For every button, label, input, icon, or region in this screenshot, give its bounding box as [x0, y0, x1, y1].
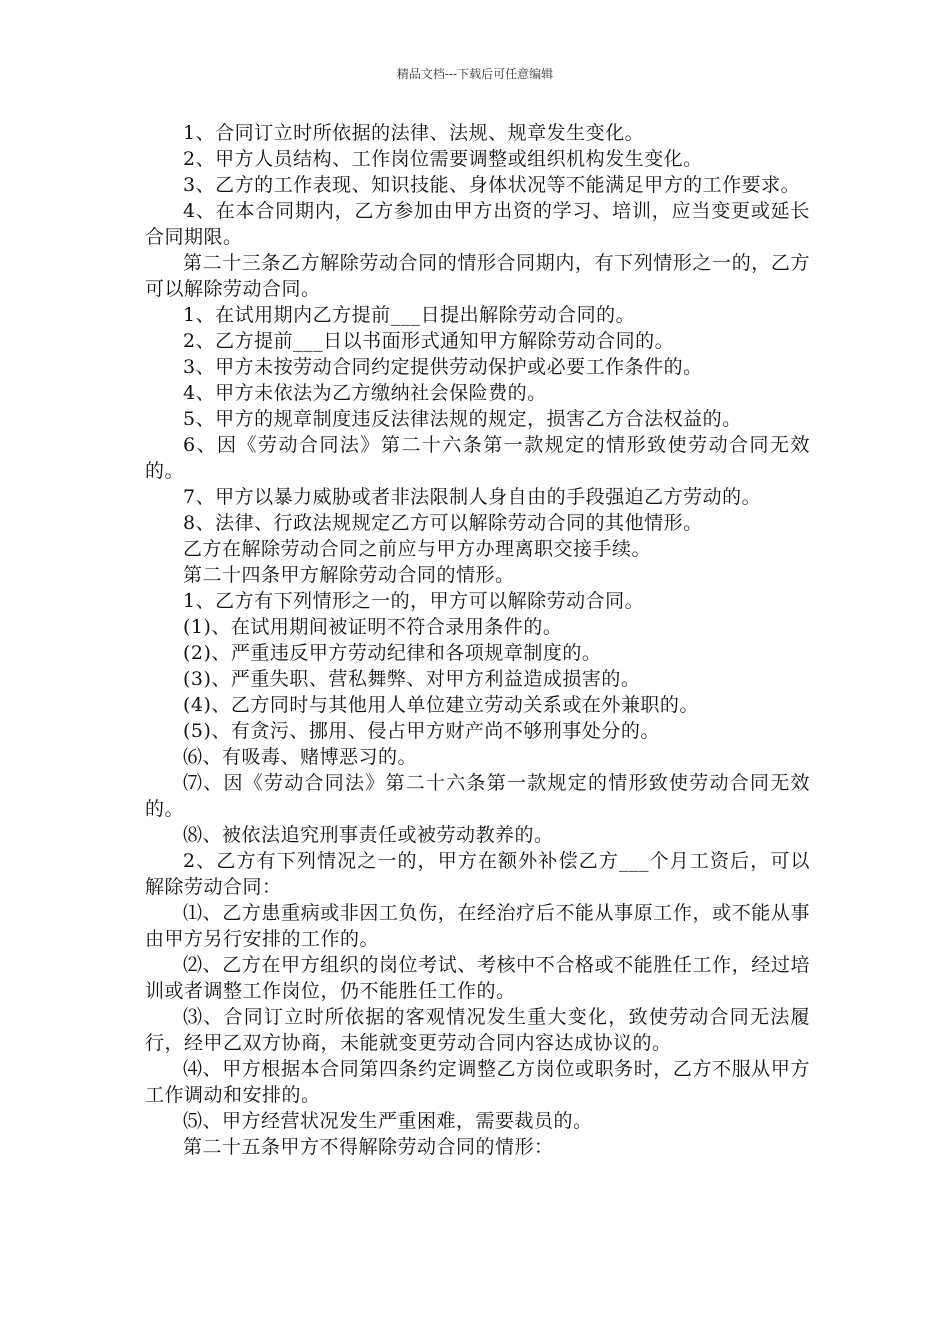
paragraph: 3、甲方未按劳动合同约定提供劳动保护或必要工作条件的。	[183, 356, 703, 378]
paragraph: ⑹、有吸毒、赌博恶习的。	[183, 746, 418, 768]
paragraph: 7、甲方以暴力威胁或者非法限制人身自由的手段强迫乙方劳动的。	[183, 486, 762, 508]
page-header: 精品文档---下载后可任意编辑	[396, 67, 554, 81]
paragraph: 4、甲方未依法为乙方缴纳社会保险费的。	[183, 382, 547, 404]
document-body	[145, 120, 810, 1160]
paragraph: ⑶、合同订立时所依据的客观情况发生重大变化，致使劳动合同无法履行，经甲乙双方协商，未能就变更劳动合同内容达成协议的。	[145, 1006, 810, 1054]
paragraph: ⑷、甲方根据本合同第四条约定调整乙方岗位或职务时，乙方不服从甲方工作调动和安排的。	[145, 1058, 810, 1106]
paragraph: (3)、严重失职、营私舞弊、对甲方利益造成损害的。	[183, 668, 641, 690]
paragraph: (4)、乙方同时与其他用人单位建立劳动关系或在外兼职的。	[183, 694, 699, 716]
paragraph: 第二十三条乙方解除劳动合同的情形合同期内，有下列情形之一的，乙方可以解除劳动合同。	[145, 252, 810, 300]
paragraph: 8、法律、行政法规规定乙方可以解除劳动合同的其他情形。	[183, 512, 703, 534]
paragraph: 第二十五条甲方不得解除劳动合同的情形：	[183, 1136, 554, 1158]
paragraph: ⑺、因《劳动合同法》第二十六条第一款规定的情形致使劳动合同无效的。	[145, 772, 810, 820]
paragraph: ⑻、被依法追究刑事责任或被劳动教养的。	[183, 824, 554, 846]
paragraph: ⑴、乙方患重病或非因工负伤，在经治疗后不能从事原工作，或不能从事由甲方另行安排的工作的。	[145, 902, 810, 950]
paragraph: 2、乙方提前___日以书面形式通知甲方解除劳动合同的。	[183, 330, 675, 352]
paragraph: 乙方在解除劳动合同之前应与甲方办理离职交接手续。	[183, 538, 652, 560]
paragraph: 6、因《劳动合同法》第二十六条第一款规定的情形致使劳动合同无效的。	[145, 434, 810, 482]
paragraph: ⑵、乙方在甲方组织的岗位考试、考核中不合格或不能胜任工作，经过培训或者调整工作岗位，仍不能胜任工作的。	[145, 954, 810, 1002]
paragraph: 3、乙方的工作表现、知识技能、身体状况等不能满足甲方的工作要求。	[183, 174, 801, 196]
paragraph: ⑸、甲方经营状况发生严重困难，需要裁员的。	[183, 1110, 593, 1132]
paragraph: 1、合同订立时所依据的法律、法规、规章发生变化。	[183, 122, 645, 144]
paragraph: 5、甲方的规章制度违反法律法规的规定，损害乙方合法权益的。	[183, 408, 742, 430]
paragraph: 2、乙方有下列情况之一的，甲方在额外补偿乙方___个月工资后，可以解除劳动合同：	[145, 850, 810, 898]
paragraph: 4、在本合同期内，乙方参加由甲方出资的学习、培训，应当变更或延长合同期限。	[145, 200, 810, 248]
paragraph: 1、在试用期内乙方提前___日提出解除劳动合同的。	[183, 304, 636, 326]
paragraph: 2、甲方人员结构、工作岗位需要调整或组织机构发生变化。	[183, 148, 703, 170]
paragraph: 第二十四条甲方解除劳动合同的情形。	[183, 564, 515, 586]
paragraph: (5)、有贪污、挪用、侵占甲方财产尚不够刑事处分的。	[183, 720, 660, 742]
paragraph: (2)、严重违反甲方劳动纪律和各项规章制度的。	[183, 642, 602, 664]
paragraph: (1)、在试用期间被证明不符合录用条件的。	[183, 616, 563, 638]
paragraph: 1、乙方有下列情形之一的，甲方可以解除劳动合同。	[183, 590, 645, 612]
